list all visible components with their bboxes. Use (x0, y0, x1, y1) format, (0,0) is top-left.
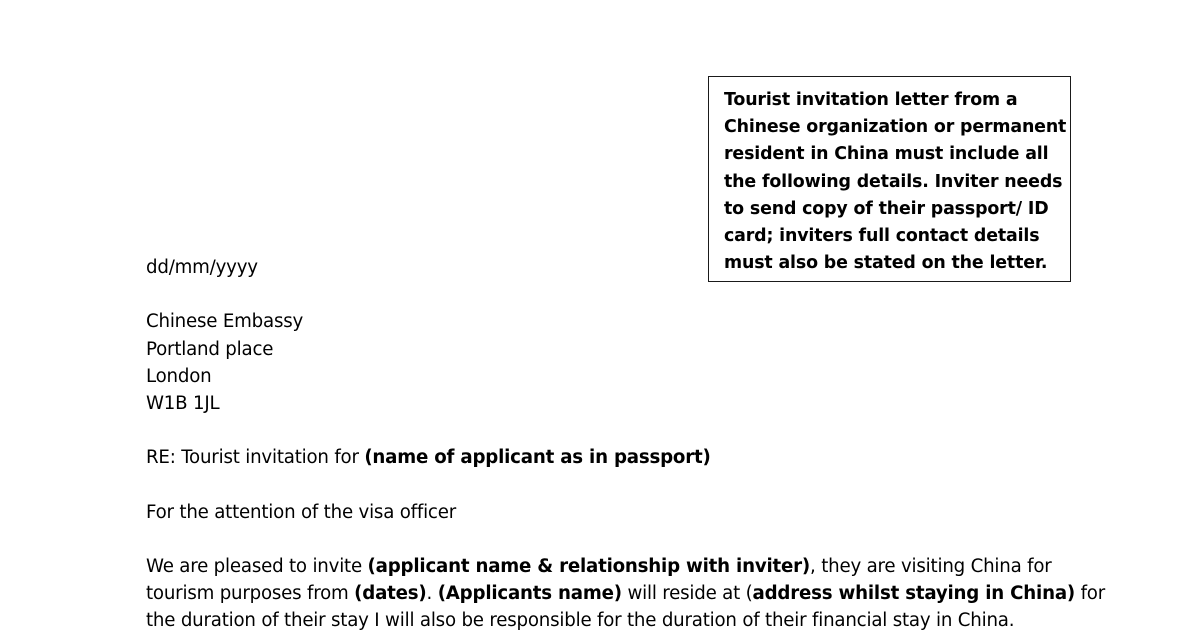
body-text: tourism purposes from (146, 583, 355, 605)
notice-line: the following details. Inviter needs (724, 171, 1063, 192)
address-line: London (146, 365, 212, 387)
body-text: . (426, 583, 438, 605)
body-placeholder: address whilst staying in China) (752, 583, 1075, 605)
body-line-3: the duration of their stay I will also be responsible for the duration of their financial stay in China. (146, 610, 1015, 632)
letter-body (146, 254, 1105, 635)
notice-line: Chinese organization or permanent (724, 117, 1067, 138)
body-placeholder: (Applicants name) (437, 583, 622, 605)
notice-line: resident in China must include all (724, 144, 1049, 165)
attention-line: For the attention of the visa officer (146, 501, 456, 523)
body-text: , they are visiting China for (810, 556, 1052, 578)
address-line: Portland place (146, 338, 274, 360)
requirements-notice-box (708, 76, 1071, 282)
address-line: W1B 1JL (146, 392, 220, 414)
notice-line: must also be stated on the letter. (724, 253, 1048, 274)
body-text: for (1075, 583, 1105, 605)
body-line-1 (146, 553, 1105, 580)
spacer (146, 417, 1105, 444)
body-text: will reside at ( (621, 583, 753, 605)
spacer (146, 526, 1105, 553)
notice-line: Tourist invitation letter from a (724, 90, 1018, 110)
notice-line: to send copy of their passport/ ID (724, 198, 1049, 219)
body-placeholder: (dates) (354, 583, 427, 605)
body-text: We are pleased to invite (146, 556, 368, 578)
subject-line (146, 444, 1105, 471)
body-line-2 (146, 580, 1105, 607)
address-line: Chinese Embassy (146, 311, 304, 333)
spacer (146, 472, 1105, 499)
spacer (146, 281, 1105, 308)
body-placeholder: (applicant name & relationship with inviter) (367, 556, 811, 578)
letter-date: dd/mm/yyyy (146, 257, 258, 278)
subject-prefix: RE: Tourist invitation for (146, 447, 365, 469)
notice-line: card; inviters full contact details (724, 226, 1040, 247)
subject-applicant: (name of applicant as in passport) (364, 447, 711, 469)
